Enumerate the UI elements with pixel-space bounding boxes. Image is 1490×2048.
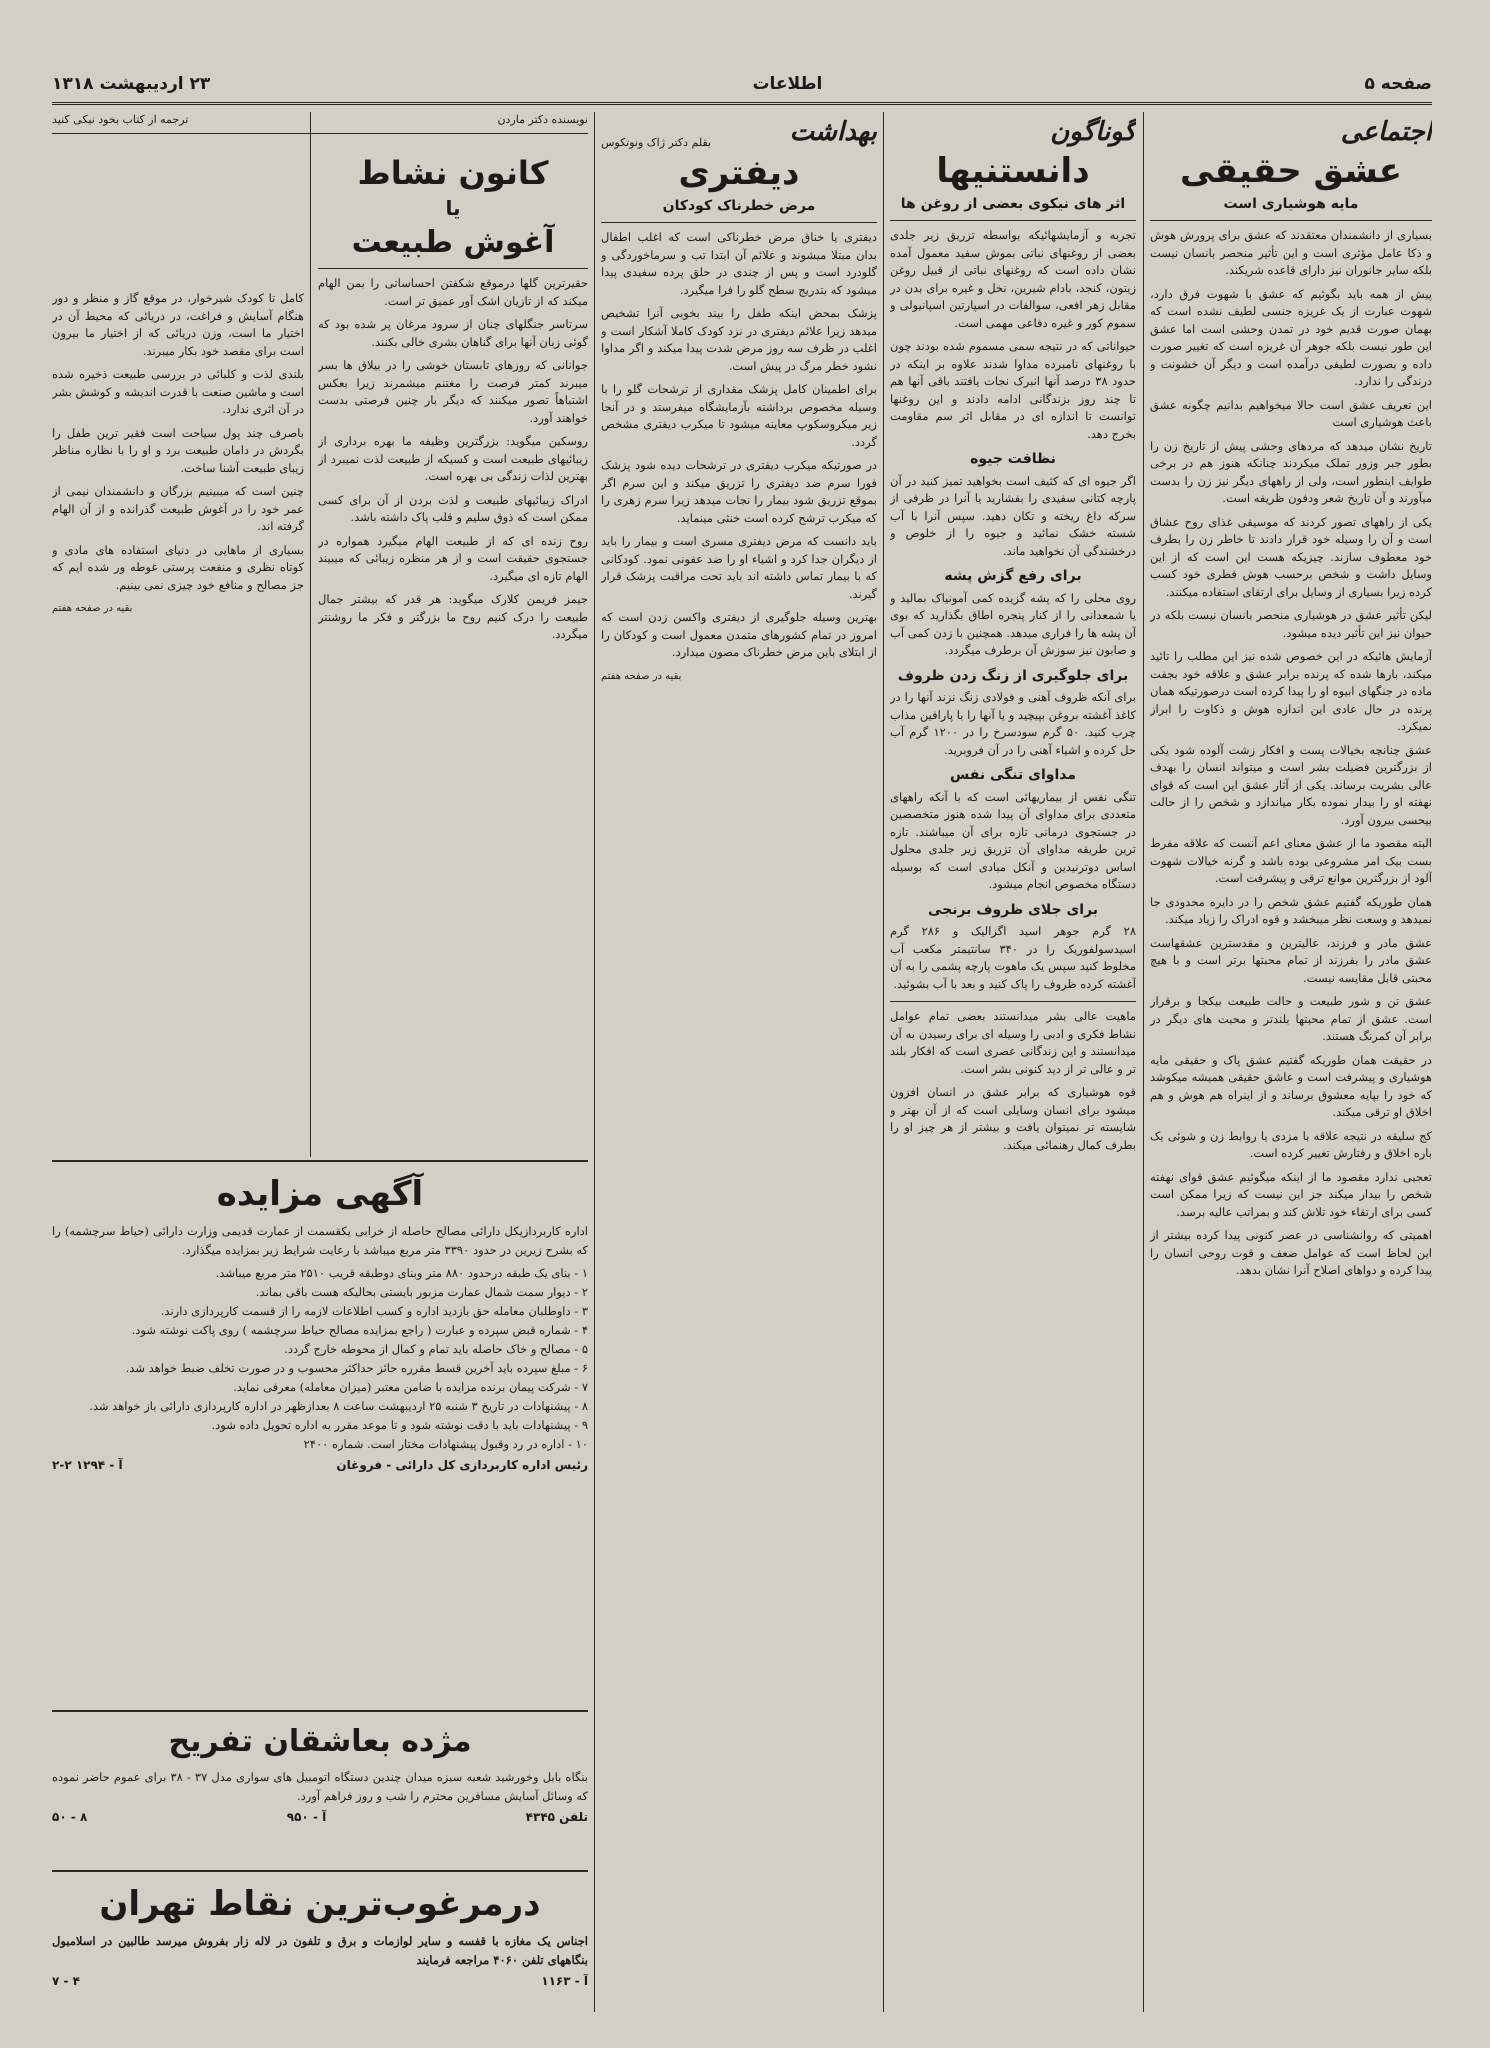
social-kicker: اجتماعی	[1340, 117, 1432, 147]
health-paragraph: در صورتیکه میکرب دیفتری در ترشحات دیده شود پزشک فورا سرم ضد دیفتری را تزریق میکند و این سرم اگر بموقع تزریق شود بیمار را نجات میدهد زیرا سرم زهری را که میکرب ترشح کرده است خنثی مینماید.	[601, 458, 877, 525]
misc-section-text: اگر جیوه ای که کثیف است بخواهید تمیز کنید در آن پارچه کتانی سفیدی را بفشارید یا آنرا در ظرفی از سرکه داغ ریخته و تکان دهید. سپس آنرا با آب شسته خشک نمائید و جیوه را از خلوص و درخشندگی آن نخواهید ماند.	[890, 473, 1136, 558]
travel-ad-phone: تلفن ۴۳۴۵	[525, 1810, 588, 1824]
health-paragraph: پزشک بمحض اینکه طفل را بیند بخوبی آنرا تشخیص میدهد زیرا علائم دیفتری در نزد کودک کاملا آشکار است و اغلب در ظرف سه روز مرض شدت پیدا میکند و اگر مداوا نشود خطر مرگ در پیش است.	[601, 306, 877, 373]
auction-footer	[52, 1458, 588, 1472]
health-headline: دیفتری	[678, 153, 800, 193]
auction-intro: اداره کاربردازیکل دارائی مصالح حاصله از خرابی یکقسمت از عمارت قدیمی وزارت دارائی (حیاط سرچشمه) را که بشرح زیرین در حدود ۳۳۹۰ متر مربع میباشد با رعایت شرایط زیر بمزایده میگذارد.	[52, 1224, 588, 1257]
auction-item: ۱ - بنای یک طبقه درحدود ۸۸۰ متر وبنای دوطبقه قریب ۲۵۱۰ متر مربع میباشد.	[215, 1266, 588, 1280]
travel-ad-code-a: آ - ۹۵۰	[286, 1810, 327, 1824]
auction-item: ۵ - مصالح و خاک حاصله باید تمام و کمال از محوطه خارج گردد.	[284, 1342, 588, 1356]
nature-divider	[318, 268, 588, 269]
misc-section-title: برای رفع گزش پشه	[944, 568, 1082, 584]
nature-paragraph: روح زنده ای که از طبیعت الهام میگیرد همواره در جستجوی حقیقت است و از هر منظره زیبائی که میبیند الهام تازه ای میگیرد.	[318, 533, 588, 583]
misc-section-text: روی محلی را که پشه گزیده کمی آمونیاک بمالید و یا شمعدانی را از کنار پنجره اطاق بگذارید که بوی آن پشه ها را فراری میدهد. همچنین با زدن کمی آب و صابون نیز سوزش آن برطرف میگردد.	[890, 590, 1136, 657]
misc-section-text: تنگی نفس از بیماریهائی است که با آنکه راههای متعددی برای مداوای آن پیدا شده هنوز متخصصین در جستجوی درمانی تازه برای آن میباشند. تازه ترین طریقه مداوای آن تزریق زیر جلدی محلول اساس دوترنیدین و آنکل مبادی است که بوسیله دستگاه مخصوص انجام میشود.	[890, 789, 1136, 891]
nature-byline	[52, 112, 588, 134]
column-rule	[1143, 112, 1144, 2012]
social-paragraph: عشق چنانچه بخیالات پست و افکار زشت آلوده شود یکی از بزرگترین فضیلت بشر است و میتواند انسان را بهدف عالی بشریت برساند. یکی از آثار عشق این است که قوای نهفته او را بیدار نموده بکار میاندازد و شخص را از حالت بیحسی بیرون آورد.	[1150, 742, 1432, 827]
social-paragraph: پیش از همه باید بگوئیم که عشق با شهوت فرق دارد، شهوت عبارت از یک غریزه جنسی لطیف نشده است که بهمان صورت قدیم خود در تمدن وحشی است اما عشق این طور نیست بلکه جوهر آن غریزه است که تغییر صورت داده و بصورت لطیفی درآمده است و دیگر آن خشونت و درندگی را ندارد.	[1150, 286, 1432, 388]
auction-title: آگهی مزایده	[216, 1174, 424, 1214]
travel-ad	[52, 1716, 588, 1864]
masthead	[52, 66, 1432, 105]
health-column	[601, 112, 877, 2007]
nature-translator: ترجمه از کتاب بخود نیکی کنید	[52, 113, 189, 126]
social-column	[1150, 112, 1432, 2007]
nature-column-right	[318, 150, 588, 1150]
misc-section-title: برای جلوگیری از زنگ زدن ظروف	[897, 667, 1129, 684]
tehran-ad-footer	[52, 1974, 588, 1988]
social-paragraph: عشق مادر و فرزند، عالیترین و مقدسترین عشقهاست عشق مادر را بفرزند از تمام محبتها برتر است و با هیچ محبتی قابل مقایسه نیست.	[1150, 935, 1432, 985]
misc-paragraph: حیواناتی که در نتیجه سمی مسموم شده بودند چون با روغنهای نامبرده مداوا شدند علاوه بر اینکه در حدود ۳۸ درصد آنها انبرک نجات یافتند باقی آنها هم تا چند روز بزندگانی ادامه دادند و این روغنها توانست تا اندازه ای در مقابل اثر سم مقاومت بخرج دهد.	[890, 339, 1136, 441]
auction-notice	[52, 1166, 588, 1704]
auction-item: ۳ - داوطلبان معامله حق بازدید اداره و کسب اطلاعات لازمه را از قسمت کارپردازی دارند.	[160, 1304, 588, 1318]
social-paragraph: یکی از راههای تصور کردند که موسیقی غذای روح عشاق است و آن را وسیله خود قرار دادند تا خاطر زن را بطرف خود معطوف سازند. چیزیکه هست این است که از این وسایل داشت و شخص برحسب هوش فطری خود کسب کرده زیرا بسیاری از وسایل برای ارتقای استفاده میکنند.	[1150, 514, 1432, 599]
misc-section-title: مداوای تنگی نفس	[949, 767, 1077, 783]
misc-kicker: گوناگون	[1050, 117, 1136, 147]
social-headline: عشق حقیقی	[1179, 151, 1403, 191]
social-paragraph: همان طوریکه گفتیم عشق شخص را در دایره محدودی جا نمیدهد و وسعت نظر میبخشد و قوه ادراک را زیاد میکند.	[1150, 894, 1432, 926]
nature-paragraph: بسیاری از ماهایی در دنیای استفاده های مادی و کوتاه نظری و منفعت پرستی غوطه ور شده ایم که جز مصالح و منافع خود چیزی نمی بینیم.	[52, 542, 304, 592]
misc-paragraph: تجربه و آزمایشهائیکه بواسطه تزریق زیر جلدی بعضی از روغنهای نباتی بموش سفید معمول آمده نشان داده است که روغنهای نباتی از قبیل روغن زیتون، کنجد، بادام شیرین، نخل و غیره برای بدن در مقابل زهر افعی، سوالفات در اسپارتین اسپانیولی و سموم کور و غیره دفاعی مهمی است.	[890, 228, 1136, 330]
social-subhead: مایه هوشیاری است	[1150, 194, 1432, 221]
misc-subhead: اثر های نیکوی بعضی از روغن ها	[890, 194, 1136, 221]
tehran-ad-text: اجناس یک مغازه با قفسه و سایر لوازمات و برق و تلفون در لاله زار بفروش میرسد طالبین در اسلامبول بنگاههای تلفن ۴۰۶۰ مراجعه فرمایند	[52, 1934, 588, 1967]
health-paragraph: بهترین وسیله جلوگیری از دیفتری واکسن زدن است که امروز در تمام کشورهای متمدن معمول است و کودکان را از ابتلای باین مرض خطرناک مصون میدارد.	[601, 610, 877, 659]
tehran-ad	[52, 1876, 588, 2016]
misc-section-title: نظافت جیوه	[970, 451, 1056, 467]
health-subhead: مرض خطرناک کودکان	[601, 196, 877, 223]
health-kicker: بهداشت	[789, 117, 877, 147]
issue-date: ۲۳ اردیبهشت ۱۳۱۸	[52, 74, 211, 94]
nature-subhead-a: یا	[445, 196, 461, 220]
misc-continuation: قوه هوشیاری که برابر عشق در انسان افزون میشود برای انسان وسایلی است که از آن بهتر و شایسته تر نمیتوان یافت و بیشتر از هر چیز او را بطرف کمال رهنمائی میکند.	[890, 1085, 1136, 1152]
travel-ad-text: بنگاه بابل وخورشید شعبه سبزه میدان چندین دستگاه اتومبیل های سواری مدل ۳۷ - ۳۸ برای عموم حاضر نموده که وسائل آسایش مسافرین محترم را شب و روز فراهم آورد.	[52, 1770, 588, 1803]
nature-author: نویسنده دکتر ماردن	[497, 113, 588, 126]
health-header	[601, 112, 877, 150]
health-paragraph: برای اطمینان کامل پزشک مقداری از ترشحات گلو را با وسیله مخصوص برداشته بآزمایشگاه میفرستد و در آنجا زیر میکروسکوپ معاینه میشود تا میکرب دیفتری مشخص گردد.	[601, 382, 877, 449]
nature-paragraph: جوانانی که روزهای تابستان خوشی را در بیلاق ها بسر میبرند کمتر فرصت را مغتنم میشمرند زیرا بعکس اشتباهاً تصور میکنند که دیگر بار چنین فرصتی بدست خواهند آورد.	[318, 358, 588, 425]
nature-paragraph: سرتاسر جنگلهای چنان از سرود مرغان پر شده بود که گوئی زبان آنها برای گناهان بشری خالی بکنند.	[318, 317, 588, 349]
auction-item: ۹ - پیشنهادات باید با دقت نوشته شود و تا موعد مقرر به اداره تحویل داده شود.	[211, 1418, 588, 1432]
nature-paragraph: ادراک زیبائیهای طبیعت و لذت بردن از آن برای کسی ممکن است که ذوق سلیم و قلب پاک داشته باشد.	[318, 492, 588, 524]
travel-ad-footer	[52, 1810, 588, 1824]
misc-section-text: ۲۸ گرم جوهر اسید اگزالیک و ۲۸۶ گرم اسیدسولفوریک را در ۳۴۰ سانتیمتر مکعب آب مخلوط کنید سپس یک ماهوت پارچه پشمی را به آن آغشته کرده ظروف را پاک کنید و بعد با آب بشوئید.	[890, 924, 1136, 991]
health-paragraph: باید دانست که مرض دیفتری مسری است و بیمار را باید از دیگران جدا کرد و اشیاء او را ضد عفونی نمود. کودکانی که با بیمار تماس داشته اند باید تحت مراقبت پزشک قرار گیرند.	[601, 534, 877, 601]
auction-item: ۴ - شماره قبض سپرده و عبارت ( راجع بمزایده مصالح حیاط سرچشمه ) روی پاکت نوشته شود.	[131, 1323, 588, 1337]
tehran-ad-title: درمرغوب‌ترین نقاط تهران	[99, 1884, 541, 1924]
page-number: صفحه ۵	[1364, 74, 1432, 94]
auction-items	[52, 1264, 588, 1454]
social-paragraph: لیکن تأثیر عشق در هوشیاری منحصر بانسان نیست بلکه در حیوان نیز این تأثیر دیده میشود.	[1150, 608, 1432, 640]
auction-item: ۶ - مبلغ سپرده باید آخرین قسط مقرره حائز حداکثر محسوب و در صورت تخلف ضبط خواهد شد.	[125, 1361, 588, 1375]
section-rule	[52, 1710, 588, 1712]
column-rule	[883, 112, 884, 2012]
nature-paragraph: حقیرترین گلها درموقع شکفتن احساساتی را بمن الهام میکند که از تازیان اشک آور عمیق تر است.	[318, 276, 588, 308]
nature-column-left	[52, 290, 304, 1150]
misc-column	[890, 112, 1136, 2007]
auction-signer: رئیس اداره کاربردازی کل دارائی - فروغان	[336, 1458, 588, 1472]
travel-ad-code-b: ۸ - ۵۰	[52, 1810, 88, 1824]
auction-item: ۲ - دیوار سمت شمال عمارت مزبور بایستی بحالیکه هست باقی بماند.	[255, 1285, 588, 1299]
health-author: بقلم دکتر ژاک ونوتکوس	[601, 136, 712, 149]
misc-section-title: برای جلای ظروف برنجی	[927, 901, 1099, 918]
social-paragraph: تاریخ نشان میدهد که مردهای وحشی پیش از تاریخ زن را بطور جبر وزور تملک میکردند چنانکه هنوز هم در برخی طوایف اینطور است، ولی از راههای دیگر نیز زن را بدست میآورند و آن تاریخ شعر ودفون ظریفه است.	[1150, 438, 1432, 505]
section-rule	[52, 1870, 588, 1872]
nature-continued-note: بقیه در صفحه هفتم	[52, 603, 133, 614]
social-paragraph: البته مقصود ما از عشق معنای اعم آنست که علاقه مفرط بست بیک امر مشروعی بوده باشد و گرنه خیالات شهوت آلود از بزرگترین موانع ترقی و پیشرفت است.	[1150, 836, 1432, 885]
social-paragraph: کج سلیقه در نتیجه علاقه با مزدی یا روابط زن و شوئی یک باره اخلاق و رفتارش تغییر کرده است.	[1150, 1128, 1432, 1160]
misc-section-text: برای آنکه ظروف آهنی و فولادی زنگ نزند آنها را در کاغذ آغشته بروغن بپیچید و یا آنها را با پارافین مذاب چرب کنید. ۵۰ گرم سودسرخ را در ۱۲۰۰ گرم آب حل کرده و اشیاء آهنی را در آن فروبرید.	[890, 690, 1136, 757]
tehran-ad-code-b: ۴ - ۷	[52, 1974, 80, 1988]
social-paragraph: تعجبی ندارد مقصود ما از اینکه میگوئیم عشق قوای نهفته شخص را بیدار میکند جز این نیست که زیرا ممکن است کسی برای ارتقاء خود تلاش کند و بمراتب عالیه برسد.	[1150, 1169, 1432, 1219]
auction-item: ۷ - شرکت پیمان برنده مزایده با ضامن معتبر (میزان معامله) معرفی نماید.	[233, 1380, 588, 1394]
misc-divider	[890, 1001, 1136, 1002]
nature-headline: کانون نشاط	[357, 154, 549, 192]
nature-quote: جیمز فریمن کلارک میگوید: هر قدر که بیشتر جمال طبیعت را درک کنیم روح ما بزرگتر و فکر ما روشنتر میگردد.	[318, 592, 588, 641]
nature-paragraph: بلندی لذت و کلبائی در بررسی طبیعت ذخیره شده است و ماشین صنعت با قدرت اندیشه و کوشش بشر در آن اثری ندارد.	[52, 367, 304, 416]
paper-name: اطلاعات	[752, 74, 823, 94]
social-paragraph: این تعریف عشق است حالا میخواهیم بدانیم چگونه عشق باعث هوشیاری است	[1150, 397, 1432, 429]
nature-paragraph: روسکین میگوید: بزرگترین وظیفه ما بهره برداری از زیبائیهای طبیعت است و کسیکه از طبیعت لذت نمیبرد از بهترین لذات زندگی بی بهره است.	[318, 434, 588, 483]
social-paragraph: عشق تن و شور طبیعت و حالت طبیعت بیکجا و برقرار است. عشق از تمام محبتها بلندتر و محبت های دیگر در برابر آن کمرنگ هستند.	[1150, 994, 1432, 1043]
nature-subhead-b: آغوش طبیعت	[351, 225, 555, 260]
auction-item: ۱۰ - اداره در رد وقبول پیشنهادات مختار است. شماره ۲۴۰۰	[303, 1437, 588, 1451]
social-paragraph: در حقیقت همان طوریکه گفتیم عشق پاک و حقیقی مایه هوشیاری و پیشرفت است و عاشق حقیقی همیشه میکوشد که خود را بپایه معشوق برساند و از اینراه هم هوش و هم اخلاق او ترقی میکند.	[1150, 1052, 1432, 1119]
nature-paragraph: باصرف چند پول سیاحت است فقیر ترین طفل را بگردش در دامان طبیعت برد و او را با نظاره مناظر زیبای طبیعت آشنا ساخت.	[52, 425, 304, 475]
misc-headline: دانستنیها	[936, 151, 1090, 191]
column-rule	[594, 112, 595, 2012]
travel-ad-title: مژده بعاشقان تفریح	[168, 1724, 472, 1759]
auction-code: آ - ۱۲۹۴ ۲-۲	[52, 1458, 123, 1472]
auction-item: ۸ - پیشنهادات در تاریخ ۳ شنبه ۲۵ اردیبهشت ساعت ۸ بعدازظهر در اداره کارپردازی دارائی باز خواهد شد.	[89, 1399, 588, 1413]
health-continued-note: بقیه در صفحه هفتم	[601, 670, 682, 682]
tehran-ad-code-a: آ - ۱۱۶۳	[541, 1974, 588, 1988]
social-paragraph: آزمایش هائیکه در این خصوص شده نیز این مطلب را تائید میکند، بارها شده که پرنده برابر عشق و علاقه خود بجفت ماده در جنگهای ابیوه او را پیدا کرده است درصورتیکه همان پرنده در حال عادی این اندازه هوش و ذکاوت را ابراز نمیکرد.	[1150, 649, 1432, 733]
section-rule	[52, 1160, 588, 1162]
nature-paragraph: چنین است که میبینیم بزرگان و دانشمندان نیمی از عمر خود را در آغوش طبیعت گذرانده و از آن الهام گرفته اند.	[52, 484, 304, 533]
social-paragraph: بسیاری از دانشمندان معتقدند که عشق برای پرورش هوش و ذکا عامل مؤثری است و این تأثیر منحصر بانسان نیست بلکه سایر جانوران نیز دارای قاعده شریکند.	[1150, 228, 1432, 277]
health-paragraph: دیفتری یا خناق مرض خطرناکی است که اغلب اطفال بدان مبتلا میشوند و علائم آن ابتدا تب و سرماخوردگی و گلودرد است و پس از چندی در حلق پرده سفیدی پیدا میشود که بتدریج سطح گلو را فرا میگیرد.	[601, 230, 877, 297]
social-paragraph: اهمیتی که روانشناسی در عصر کنونی پیدا کرده بیشتر از این لحاظ است که عوامل ضعف و قوت روحی انسان را پیدا کرده و دواهای اصلاح آنرا نشان بدهد.	[1150, 1228, 1432, 1277]
misc-continuation: ماهیت عالی بشر میدانستند بعضی تمام عوامل نشاط فکری و ادبی را وسیله ای برای رسیدن به آن میدانستند و این زندگانی عصری است که افکار بلند تر و عالی تر از دید کنونی بشر است.	[890, 1009, 1136, 1076]
nature-paragraph: کامل تا کودک شیرخوار، در موقع گاز و منظر و دور هنگام آسایش و فراغت، در دریائی که محیط آن در اختیار ما است، وزن دریائی که از اختیار ما بیرون است برای مقصد خود بکار میبرند.	[52, 291, 304, 358]
